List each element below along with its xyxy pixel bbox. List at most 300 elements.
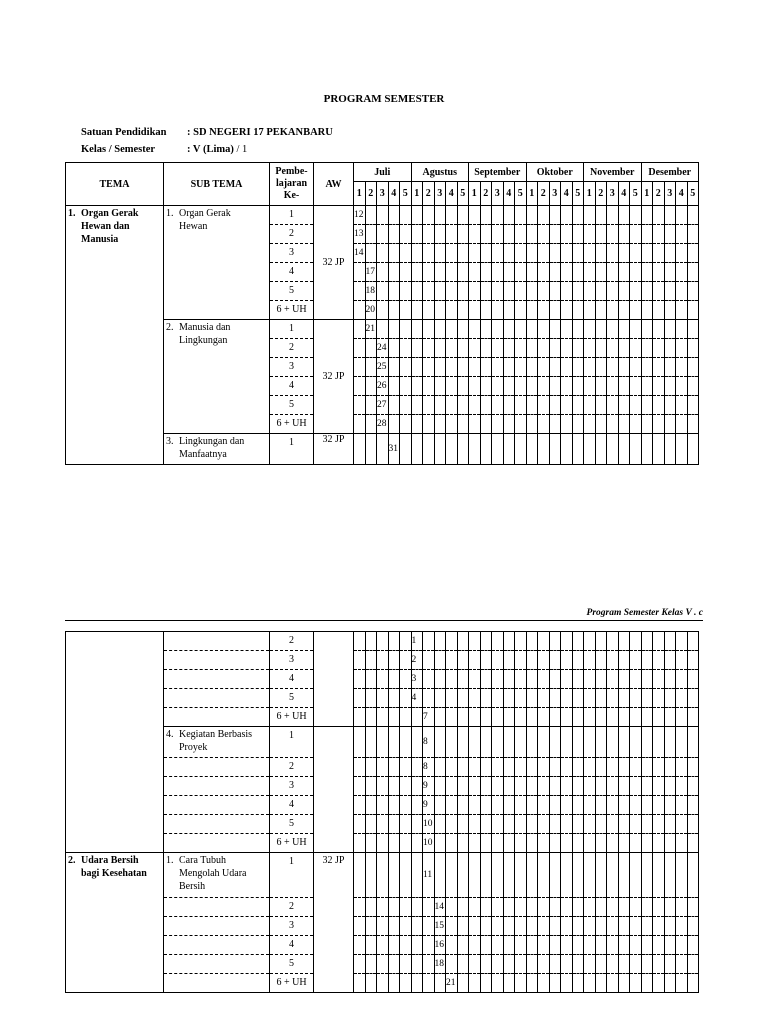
week-cell [469,377,481,396]
week-cell [457,834,469,853]
week-cell [526,758,538,777]
week-cell [641,415,653,434]
week-cell [687,301,699,320]
week-cell [434,670,446,689]
week-cell [503,339,515,358]
page-title: PROGRAM SEMESTER [323,93,445,105]
week-cell [630,282,642,301]
week-cell [687,758,699,777]
week-cell [388,917,400,936]
week-cell [457,434,469,465]
week-cell [457,415,469,434]
week-cell [630,834,642,853]
week-cell [434,225,446,244]
week-cell [561,358,573,377]
sub-tema-line: Bersih [179,881,206,892]
week-cell [676,225,688,244]
week-cell [377,225,389,244]
week-cell [630,917,642,936]
week-cell [503,708,515,727]
week-cell [561,206,573,225]
week-cell [653,689,665,708]
week-cell [354,974,366,993]
week-cell [630,936,642,955]
week-cell [630,796,642,815]
week-cell [469,853,481,898]
pembelajaran-cell [270,415,314,434]
week-cell [618,670,630,689]
week-cell [469,320,481,339]
week-cell [388,777,400,796]
month-juli: Juli [354,163,412,182]
week-cell [664,358,676,377]
tema-cell-continued [66,632,164,853]
pembelajaran-cell [270,758,314,777]
week-cell [365,955,377,974]
pembelajaran-value: 6 + UH [276,711,307,722]
week-cell [549,708,561,727]
week-cell [641,689,653,708]
week-cell [538,936,550,955]
month-oktober: Oktober [526,163,584,182]
week-cell [687,339,699,358]
week-cell [365,225,377,244]
week-cell [354,282,366,301]
week-cell [457,670,469,689]
week-cell [538,727,550,758]
week-cell [515,225,527,244]
week-cell [641,853,653,898]
sub-tema-line: Cara Tubuh [179,855,226,866]
week-cell [572,282,584,301]
week-cell [365,727,377,758]
page-footer: Program Semester Kelas V . c [586,608,703,618]
week-header: 5 [400,182,412,206]
week-cell [377,282,389,301]
week-header: 1 [584,182,596,206]
week-cell [492,796,504,815]
week-cell [388,727,400,758]
week-cell [423,396,435,415]
sub-tema-cell [164,708,270,727]
week-header: 4 [676,182,688,206]
week-cell [664,244,676,263]
week-cell [572,632,584,651]
week-cell [365,377,377,396]
week-cell [492,244,504,263]
week-cell [400,727,412,758]
week-cell [423,974,435,993]
week-cell [687,796,699,815]
sub-tema-number: 4. [166,729,174,740]
week-cell [653,834,665,853]
week-cell [687,434,699,465]
week-cell [607,434,619,465]
week-cell [561,320,573,339]
week-cell [377,651,389,670]
week-cell [423,415,435,434]
date-value: 13 [354,229,364,239]
week-cell [492,320,504,339]
week-cell [480,936,492,955]
week-cell [515,263,527,282]
week-cell [354,853,366,898]
week-cell [480,917,492,936]
week-cell [676,320,688,339]
week-cell [561,301,573,320]
week-cell [434,727,446,758]
week-cell [388,377,400,396]
week-cell [687,358,699,377]
week-cell [457,263,469,282]
week-cell [434,339,446,358]
week-cell [365,974,377,993]
week-cell [653,632,665,651]
week-cell [354,917,366,936]
week-cell [377,727,389,758]
week-cell [641,727,653,758]
week-cell [446,244,458,263]
week-cell [446,758,458,777]
week-cell [400,263,412,282]
pembelajaran-cell [270,358,314,377]
week-cell [515,670,527,689]
week-cell [549,917,561,936]
week-cell [630,263,642,282]
week-cell [526,777,538,796]
week-cell [400,301,412,320]
week-cell [400,225,412,244]
week-cell [676,708,688,727]
week-cell [584,936,596,955]
week-cell [653,936,665,955]
week-cell [572,434,584,465]
week-cell [480,396,492,415]
sub-tema-line: Manusia dan [179,322,231,333]
week-cell [388,396,400,415]
week-cell [480,777,492,796]
pembelajaran-value: 3 [289,780,294,791]
week-cell [549,689,561,708]
week-cell [354,727,366,758]
week-cell [469,758,481,777]
week-cell [388,955,400,974]
week-cell [469,974,481,993]
aw-cell [314,632,354,727]
week-cell [561,377,573,396]
aw-cell [314,727,354,853]
sub-tema-cell [164,320,270,434]
week-cell [526,936,538,955]
week-cell [653,898,665,917]
week-cell [641,244,653,263]
week-cell [572,263,584,282]
pembelajaran-value: 5 [289,285,294,296]
week-cell [434,263,446,282]
pembelajaran-cell [270,434,314,465]
table-row [66,632,699,651]
week-cell [687,396,699,415]
week-cell [538,955,550,974]
week-cell [584,377,596,396]
week-cell [400,936,412,955]
week-cell [676,415,688,434]
week-cell [480,632,492,651]
pembelajaran-cell [270,632,314,651]
sub-tema-cell [164,853,270,898]
week-header: 5 [630,182,642,206]
week-cell [515,377,527,396]
week-header: 5 [687,182,699,206]
week-cell [492,936,504,955]
week-cell [584,244,596,263]
week-cell [354,815,366,834]
week-header: 4 [388,182,400,206]
week-cell [423,263,435,282]
week-cell [526,377,538,396]
week-cell [584,974,596,993]
week-cell [377,301,389,320]
week-cell [377,917,389,936]
week-cell [400,955,412,974]
week-cell [469,708,481,727]
week-cell [400,282,412,301]
week-cell [653,434,665,465]
week-cell [365,282,377,301]
week-cell [676,796,688,815]
week-cell [549,796,561,815]
week-cell [457,955,469,974]
week-cell [503,263,515,282]
week-cell [423,225,435,244]
pembelajaran-cell [270,936,314,955]
week-cell [434,853,446,898]
week-cell [607,206,619,225]
week-cell [584,651,596,670]
week-cell [630,225,642,244]
week-cell [411,301,423,320]
week-cell [469,936,481,955]
date-value: 10 [423,819,433,829]
week-cell [423,708,435,727]
week-cell [492,853,504,898]
tema-2-line: Udara Bersih [81,855,139,866]
week-cell [434,936,446,955]
date-value: 28 [377,419,387,429]
week-cell [607,244,619,263]
week-cell [492,727,504,758]
week-cell [641,339,653,358]
week-cell [595,758,607,777]
week-cell [549,651,561,670]
week-cell [664,898,676,917]
week-cell [607,777,619,796]
week-cell [561,758,573,777]
week-cell [354,777,366,796]
week-cell [630,377,642,396]
week-cell [434,396,446,415]
week-cell [434,955,446,974]
week-cell [400,320,412,339]
week-cell [641,206,653,225]
week-cell [538,339,550,358]
sub-tema-cell [164,974,270,993]
week-cell [515,777,527,796]
week-cell [526,244,538,263]
tema-1-line: Hewan dan [81,221,130,232]
week-cell [377,377,389,396]
week-cell [630,853,642,898]
week-cell [595,358,607,377]
week-cell [503,358,515,377]
week-cell [595,301,607,320]
week-cell [538,708,550,727]
week-cell [503,727,515,758]
week-cell [549,632,561,651]
date-value: 8 [423,762,428,772]
week-cell [595,834,607,853]
week-cell [676,974,688,993]
week-cell [572,898,584,917]
week-cell [469,955,481,974]
week-cell [480,301,492,320]
pembelajaran-cell [270,651,314,670]
week-cell [687,377,699,396]
week-cell [503,320,515,339]
week-cell [434,320,446,339]
week-cell [572,815,584,834]
week-cell [388,263,400,282]
week-cell [411,434,423,465]
week-cell [411,206,423,225]
week-cell [423,853,435,898]
week-cell [664,708,676,727]
week-cell [584,777,596,796]
week-cell [561,434,573,465]
week-cell [584,955,596,974]
week-cell [561,339,573,358]
week-cell [595,377,607,396]
pembelajaran-value: 6 + UH [276,304,307,315]
week-cell [549,377,561,396]
week-cell [377,358,389,377]
week-cell [354,796,366,815]
week-cell [377,777,389,796]
week-cell [503,244,515,263]
week-cell [595,632,607,651]
week-cell [400,206,412,225]
week-cell [572,301,584,320]
week-cell [365,396,377,415]
week-cell [630,301,642,320]
week-cell [687,974,699,993]
week-cell [549,727,561,758]
week-cell [480,244,492,263]
week-cell [457,898,469,917]
week-cell [492,955,504,974]
week-cell [515,974,527,993]
pembelajaran-value: 1 [289,856,294,867]
week-cell [526,974,538,993]
tema-1-line: Manusia [81,234,119,245]
week-cell [538,377,550,396]
sub-tema-cell [164,815,270,834]
week-cell [354,955,366,974]
pembelajaran-value: 2 [289,901,294,912]
week-cell [411,651,423,670]
week-cell [618,282,630,301]
week-cell [687,689,699,708]
week-cell [492,777,504,796]
week-header: 4 [446,182,458,206]
week-cell [434,917,446,936]
week-cell [503,396,515,415]
week-cell [561,815,573,834]
week-cell [446,434,458,465]
week-header: 3 [377,182,389,206]
week-cell [354,936,366,955]
week-cell [595,434,607,465]
week-cell [607,396,619,415]
week-header: 3 [492,182,504,206]
week-cell [446,708,458,727]
week-cell [572,225,584,244]
col-aw: AW [314,163,354,206]
week-cell [676,358,688,377]
week-cell [400,689,412,708]
week-cell [538,632,550,651]
month-desember: Desember [641,163,699,182]
date-value: 27 [377,400,387,410]
week-cell [595,244,607,263]
week-cell [480,758,492,777]
week-cell [687,898,699,917]
sub-tema-number: 2. [166,322,174,333]
week-cell [400,339,412,358]
week-cell [549,834,561,853]
week-cell [618,632,630,651]
week-cell [584,796,596,815]
week-cell [664,377,676,396]
week-cell [492,917,504,936]
week-cell [446,358,458,377]
week-cell [457,708,469,727]
week-cell [561,796,573,815]
week-cell [549,777,561,796]
week-cell [595,415,607,434]
week-cell [641,434,653,465]
aw-cell [314,434,354,465]
week-cell [664,815,676,834]
week-cell [515,917,527,936]
week-cell [411,898,423,917]
week-cell [687,917,699,936]
week-cell [480,263,492,282]
week-cell [411,853,423,898]
pembelajaran-value: 1 [289,730,294,741]
week-cell [423,689,435,708]
week-cell [492,415,504,434]
week-cell [595,955,607,974]
week-cell [492,206,504,225]
week-cell [607,358,619,377]
week-cell [676,263,688,282]
week-cell [676,670,688,689]
week-cell [365,834,377,853]
pembelajaran-value: 4 [289,266,294,277]
week-cell [584,708,596,727]
week-cell [388,853,400,898]
